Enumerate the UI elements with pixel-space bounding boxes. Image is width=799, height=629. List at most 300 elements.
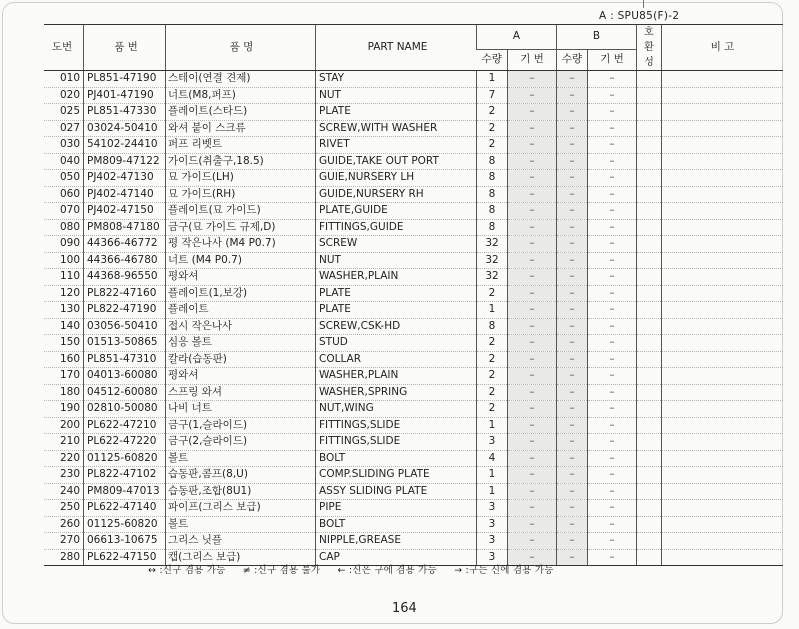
cell-part-name-en: PLATE,GUIDE (316, 203, 477, 220)
cell-remarks (662, 219, 784, 236)
cell-remarks (662, 401, 784, 418)
cell-remarks (662, 203, 784, 220)
table-row (44, 186, 783, 203)
cell-base-a: – (508, 483, 557, 500)
cell-no: 040 (44, 153, 84, 170)
cell-remarks (662, 120, 784, 137)
cell-qty-b: – (557, 285, 588, 302)
table-row (44, 120, 783, 137)
cell-compat (637, 186, 662, 203)
cell-qty-b: – (557, 252, 588, 269)
cell-base-b: – (588, 417, 637, 434)
cell-part-name-kr: 평 작은나사 (M4 P0.7) (166, 236, 316, 253)
cell-qty-b: – (557, 384, 588, 401)
cell-part-name-en: NUT (316, 87, 477, 104)
cell-qty-a: 8 (477, 170, 508, 187)
cell-compat (637, 500, 662, 517)
cell-part-name-kr: 볼트 (166, 516, 316, 533)
cell-base-a: – (508, 137, 557, 154)
cell-base-b: – (588, 87, 637, 104)
cell-no: 270 (44, 533, 84, 550)
cell-remarks (662, 302, 784, 319)
cell-part-name-kr: 금구(1,슬라이드) (166, 417, 316, 434)
cell-part-name-en: PLATE (316, 104, 477, 121)
cell-compat (637, 318, 662, 335)
cell-part-name-kr: 평와셔 (166, 269, 316, 286)
cell-part-name-en: FITTINGS,GUIDE (316, 219, 477, 236)
cell-base-a: – (508, 335, 557, 352)
header-qty-a: 수량 (477, 49, 508, 70)
cell-qty-b: – (557, 219, 588, 236)
cell-qty-a: 3 (477, 533, 508, 550)
cell-qty-b: – (557, 137, 588, 154)
cell-no: 190 (44, 401, 84, 418)
cell-qty-a: 1 (477, 467, 508, 484)
cell-remarks (662, 285, 784, 302)
cell-qty-a: 2 (477, 104, 508, 121)
legend-item: ↔ :신구 겸용 가능 (148, 565, 226, 576)
cell-base-b: – (588, 401, 637, 418)
cell-part-no: 54102-24410 (84, 137, 166, 154)
cell-compat (637, 269, 662, 286)
cell-part-name-kr: 캡(그리스 보급) (166, 549, 316, 566)
cell-part-no: 03056-50410 (84, 318, 166, 335)
cell-part-name-en: BOLT (316, 450, 477, 467)
cell-part-name-kr: 스프링 와셔 (166, 384, 316, 401)
cell-remarks (662, 335, 784, 352)
cell-part-name-en: WASHER,SPRING (316, 384, 477, 401)
cell-no: 090 (44, 236, 84, 253)
cell-no: 120 (44, 285, 84, 302)
cell-part-no: PL851-47310 (84, 351, 166, 368)
cell-no: 250 (44, 500, 84, 517)
cell-remarks (662, 500, 784, 517)
model-marker-line (643, 0, 644, 8)
cell-no: 220 (44, 450, 84, 467)
cell-part-name-en: BOLT (316, 516, 477, 533)
cell-part-no: PL622-47150 (84, 549, 166, 566)
cell-base-b: – (588, 500, 637, 517)
cell-base-b: – (588, 285, 637, 302)
cell-part-name-en: GUIDE,NURSERY RH (316, 186, 477, 203)
cell-base-a: – (508, 186, 557, 203)
cell-base-b: – (588, 302, 637, 319)
cell-part-name-en: PIPE (316, 500, 477, 517)
table-row (44, 318, 783, 335)
cell-qty-b: – (557, 335, 588, 352)
cell-base-a: – (508, 236, 557, 253)
table-row (44, 450, 783, 467)
cell-qty-a: 2 (477, 351, 508, 368)
cell-no: 030 (44, 137, 84, 154)
cell-part-no: PL851-47190 (84, 71, 166, 88)
cell-part-no: PJ402-47150 (84, 203, 166, 220)
cell-base-b: – (588, 549, 637, 566)
parts-table (44, 24, 783, 566)
cell-remarks (662, 549, 784, 566)
cell-base-b: – (588, 71, 637, 88)
cell-no: 150 (44, 335, 84, 352)
cell-base-a: – (508, 467, 557, 484)
cell-base-b: – (588, 104, 637, 121)
table-row (44, 335, 783, 352)
cell-base-b: – (588, 269, 637, 286)
cell-qty-a: 2 (477, 368, 508, 385)
cell-qty-a: 8 (477, 153, 508, 170)
cell-part-name-en: NIPPLE,GREASE (316, 533, 477, 550)
table-row (44, 467, 783, 484)
cell-base-a: – (508, 401, 557, 418)
cell-compat (637, 302, 662, 319)
cell-no: 080 (44, 219, 84, 236)
cell-base-a: – (508, 219, 557, 236)
cell-part-no: PL622-47210 (84, 417, 166, 434)
cell-compat (637, 335, 662, 352)
cell-remarks (662, 71, 784, 88)
cell-base-a: – (508, 104, 557, 121)
cell-base-b: – (588, 203, 637, 220)
cell-remarks (662, 186, 784, 203)
cell-qty-a: 8 (477, 203, 508, 220)
header-part-name-en: PART NAME (316, 25, 477, 71)
cell-remarks (662, 252, 784, 269)
cell-remarks (662, 533, 784, 550)
cell-qty-a: 32 (477, 269, 508, 286)
cell-part-no: PL851-47330 (84, 104, 166, 121)
cell-base-a: – (508, 500, 557, 517)
cell-compat (637, 203, 662, 220)
cell-base-a: – (508, 516, 557, 533)
cell-qty-b: – (557, 269, 588, 286)
cell-remarks (662, 467, 784, 484)
cell-no: 160 (44, 351, 84, 368)
cell-part-name-kr: 퍼프 리벳트 (166, 137, 316, 154)
cell-compat (637, 71, 662, 88)
cell-compat (637, 368, 662, 385)
cell-remarks (662, 384, 784, 401)
cell-remarks (662, 368, 784, 385)
cell-no: 180 (44, 384, 84, 401)
cell-base-a: – (508, 252, 557, 269)
cell-part-no: 01125-60820 (84, 450, 166, 467)
cell-compat (637, 467, 662, 484)
cell-base-b: – (588, 450, 637, 467)
model-code: A : SPU85(F)-2 (599, 10, 680, 22)
cell-no: 260 (44, 516, 84, 533)
cell-part-name-kr: 너트 (M4 P0.7) (166, 252, 316, 269)
cell-part-no: PM809-47013 (84, 483, 166, 500)
cell-no: 050 (44, 170, 84, 187)
cell-part-name-en: NUT (316, 252, 477, 269)
table-row (44, 236, 783, 253)
cell-part-name-kr: 금구(2,슬라이드) (166, 434, 316, 451)
table-row (44, 170, 783, 187)
cell-remarks (662, 417, 784, 434)
cell-compat (637, 533, 662, 550)
cell-part-name-en: STAY (316, 71, 477, 88)
cell-part-name-en: SCREW,CSK-HD (316, 318, 477, 335)
cell-base-b: – (588, 236, 637, 253)
cell-compat (637, 153, 662, 170)
header-compat-text: 호 환 성 (644, 27, 654, 68)
cell-part-name-en: SCREW,WITH WASHER (316, 120, 477, 137)
cell-part-no: 44368-96550 (84, 269, 166, 286)
cell-qty-a: 2 (477, 285, 508, 302)
cell-base-b: – (588, 368, 637, 385)
cell-part-name-kr: 파이프(그리스 보급) (166, 500, 316, 517)
cell-no: 027 (44, 120, 84, 137)
cell-remarks (662, 269, 784, 286)
cell-no: 070 (44, 203, 84, 220)
cell-remarks (662, 483, 784, 500)
table-row (44, 153, 783, 170)
cell-compat (637, 87, 662, 104)
cell-qty-a: 3 (477, 516, 508, 533)
cell-qty-a: 3 (477, 500, 508, 517)
cell-part-no: PL822-47160 (84, 285, 166, 302)
cell-base-b: – (588, 351, 637, 368)
table-row (44, 87, 783, 104)
cell-base-b: – (588, 467, 637, 484)
cell-base-a: – (508, 549, 557, 566)
page-number: 164 (392, 601, 417, 616)
cell-remarks (662, 434, 784, 451)
cell-qty-b: – (557, 500, 588, 517)
header-base-a: 기 번 (508, 49, 557, 70)
cell-base-b: – (588, 384, 637, 401)
header-group-a: A (477, 25, 557, 50)
cell-compat (637, 252, 662, 269)
cell-part-no: PL822-47190 (84, 302, 166, 319)
cell-part-name-kr: 묘 가이드(LH) (166, 170, 316, 187)
cell-no: 010 (44, 71, 84, 88)
cell-qty-a: 8 (477, 318, 508, 335)
cell-qty-b: – (557, 302, 588, 319)
table-row (44, 269, 783, 286)
cell-qty-b: – (557, 318, 588, 335)
cell-base-a: – (508, 269, 557, 286)
cell-compat (637, 120, 662, 137)
cell-part-name-en: CAP (316, 549, 477, 566)
table-row (44, 401, 783, 418)
cell-qty-b: – (557, 351, 588, 368)
cell-base-a: – (508, 434, 557, 451)
cell-compat (637, 450, 662, 467)
cell-part-no: 06613-10675 (84, 533, 166, 550)
cell-base-a: – (508, 368, 557, 385)
cell-compat (637, 236, 662, 253)
legend-item: ≠ :신구 겸용 불가 (242, 565, 321, 576)
cell-part-name-en: STUD (316, 335, 477, 352)
cell-qty-b: – (557, 483, 588, 500)
cell-qty-b: – (557, 450, 588, 467)
compatibility-legend (148, 562, 568, 576)
cell-base-a: – (508, 153, 557, 170)
cell-part-name-kr: 플레이트(스타드) (166, 104, 316, 121)
cell-base-b: – (588, 153, 637, 170)
cell-compat (637, 104, 662, 121)
cell-part-no: 01513-50865 (84, 335, 166, 352)
cell-part-name-kr: 가이드(취출구,18.5) (166, 153, 316, 170)
cell-qty-b: – (557, 533, 588, 550)
cell-qty-a: 1 (477, 71, 508, 88)
cell-base-a: – (508, 87, 557, 104)
cell-part-name-en: ASSY SLIDING PLATE (316, 483, 477, 500)
cell-qty-b: – (557, 153, 588, 170)
cell-qty-a: 3 (477, 434, 508, 451)
cell-compat (637, 137, 662, 154)
cell-part-no: PJ402-47130 (84, 170, 166, 187)
cell-qty-a: 1 (477, 483, 508, 500)
cell-qty-b: – (557, 549, 588, 566)
cell-no: 020 (44, 87, 84, 104)
cell-no: 130 (44, 302, 84, 319)
cell-no: 140 (44, 318, 84, 335)
table-row (44, 203, 783, 220)
cell-part-no: PL822-47102 (84, 467, 166, 484)
cell-base-a: – (508, 450, 557, 467)
cell-qty-b: – (557, 368, 588, 385)
cell-part-no: PJ401-47190 (84, 87, 166, 104)
header-no: 도번 (44, 25, 84, 71)
cell-qty-a: 4 (477, 450, 508, 467)
cell-part-no: 44366-46772 (84, 236, 166, 253)
cell-qty-b: – (557, 104, 588, 121)
cell-qty-a: 8 (477, 219, 508, 236)
cell-no: 210 (44, 434, 84, 451)
table-row (44, 368, 783, 385)
header-part-name-kr: 품 명 (166, 25, 316, 71)
cell-compat (637, 384, 662, 401)
cell-part-name-kr: 플레이트 (166, 302, 316, 319)
cell-remarks (662, 236, 784, 253)
cell-base-b: – (588, 533, 637, 550)
table-row (44, 302, 783, 319)
cell-qty-a: 32 (477, 252, 508, 269)
cell-part-no: 04013-60080 (84, 368, 166, 385)
header-part-no: 품 번 (84, 25, 166, 71)
cell-base-b: – (588, 318, 637, 335)
cell-base-a: – (508, 285, 557, 302)
cell-compat (637, 219, 662, 236)
cell-no: 170 (44, 368, 84, 385)
cell-qty-a: 3 (477, 549, 508, 566)
table-row (44, 434, 783, 451)
table-row (44, 483, 783, 500)
cell-part-name-kr: 플레이트(묘 가이드) (166, 203, 316, 220)
table-row (44, 417, 783, 434)
table-row (44, 516, 783, 533)
cell-base-a: – (508, 302, 557, 319)
cell-qty-b: – (557, 203, 588, 220)
cell-part-name-kr: 금구(묘 가이드 규제,D) (166, 219, 316, 236)
cell-compat (637, 285, 662, 302)
cell-base-a: – (508, 384, 557, 401)
cell-part-name-kr: 묘 가이드(RH) (166, 186, 316, 203)
cell-base-a: – (508, 203, 557, 220)
cell-part-name-en: GUIDE,TAKE OUT PORT (316, 153, 477, 170)
table-row (44, 285, 783, 302)
cell-part-no: 02810-50080 (84, 401, 166, 418)
cell-base-b: – (588, 335, 637, 352)
cell-qty-a: 1 (477, 302, 508, 319)
cell-part-name-en: RIVET (316, 137, 477, 154)
table-row (44, 351, 783, 368)
cell-part-name-en: PLATE (316, 285, 477, 302)
cell-part-no: PL622-47140 (84, 500, 166, 517)
cell-base-b: – (588, 137, 637, 154)
cell-part-no: 03024-50410 (84, 120, 166, 137)
cell-part-name-en: GUIE,NURSERY LH (316, 170, 477, 187)
cell-part-name-kr: 습동판,콤프(8,U) (166, 467, 316, 484)
table-row (44, 219, 783, 236)
cell-compat (637, 170, 662, 187)
cell-qty-b: – (557, 434, 588, 451)
cell-no: 200 (44, 417, 84, 434)
cell-qty-b: – (557, 120, 588, 137)
cell-part-name-kr: 볼트 (166, 450, 316, 467)
table-row (44, 384, 783, 401)
cell-no: 025 (44, 104, 84, 121)
cell-part-name-kr: 스테이(연결 견제) (166, 71, 316, 88)
cell-base-b: – (588, 516, 637, 533)
cell-qty-b: – (557, 170, 588, 187)
cell-base-b: – (588, 434, 637, 451)
cell-remarks (662, 450, 784, 467)
cell-part-name-en: NUT,WING (316, 401, 477, 418)
cell-compat (637, 401, 662, 418)
cell-remarks (662, 104, 784, 121)
cell-compat (637, 351, 662, 368)
cell-no: 280 (44, 549, 84, 566)
cell-qty-a: 8 (477, 186, 508, 203)
cell-part-no: 01125-60820 (84, 516, 166, 533)
cell-part-no: PM808-47180 (84, 219, 166, 236)
cell-base-b: – (588, 219, 637, 236)
cell-base-a: – (508, 417, 557, 434)
cell-part-name-kr: 그리스 닛플 (166, 533, 316, 550)
cell-qty-b: – (557, 236, 588, 253)
cell-qty-a: 2 (477, 401, 508, 418)
cell-qty-b: – (557, 417, 588, 434)
cell-base-b: – (588, 483, 637, 500)
cell-no: 240 (44, 483, 84, 500)
header-remarks: 비 고 (662, 25, 784, 71)
cell-qty-a: 7 (477, 87, 508, 104)
cell-qty-b: – (557, 516, 588, 533)
cell-part-name-kr: 평와셔 (166, 368, 316, 385)
header-qty-b: 수량 (557, 49, 588, 70)
header-compat (637, 25, 662, 71)
cell-no: 110 (44, 269, 84, 286)
cell-qty-a: 2 (477, 137, 508, 154)
cell-part-name-kr: 와셔 붙이 스크류 (166, 120, 316, 137)
cell-remarks (662, 153, 784, 170)
cell-base-a: – (508, 318, 557, 335)
cell-part-name-en: WASHER,PLAIN (316, 269, 477, 286)
cell-part-no: 04512-60080 (84, 384, 166, 401)
cell-remarks (662, 87, 784, 104)
header-base-b: 기 번 (588, 49, 637, 70)
cell-part-name-kr: 나비 너트 (166, 401, 316, 418)
cell-qty-a: 2 (477, 120, 508, 137)
cell-base-b: – (588, 252, 637, 269)
cell-part-no: PJ402-47140 (84, 186, 166, 203)
cell-remarks (662, 170, 784, 187)
cell-base-b: – (588, 186, 637, 203)
cell-part-no: PM809-47122 (84, 153, 166, 170)
cell-qty-a: 2 (477, 335, 508, 352)
